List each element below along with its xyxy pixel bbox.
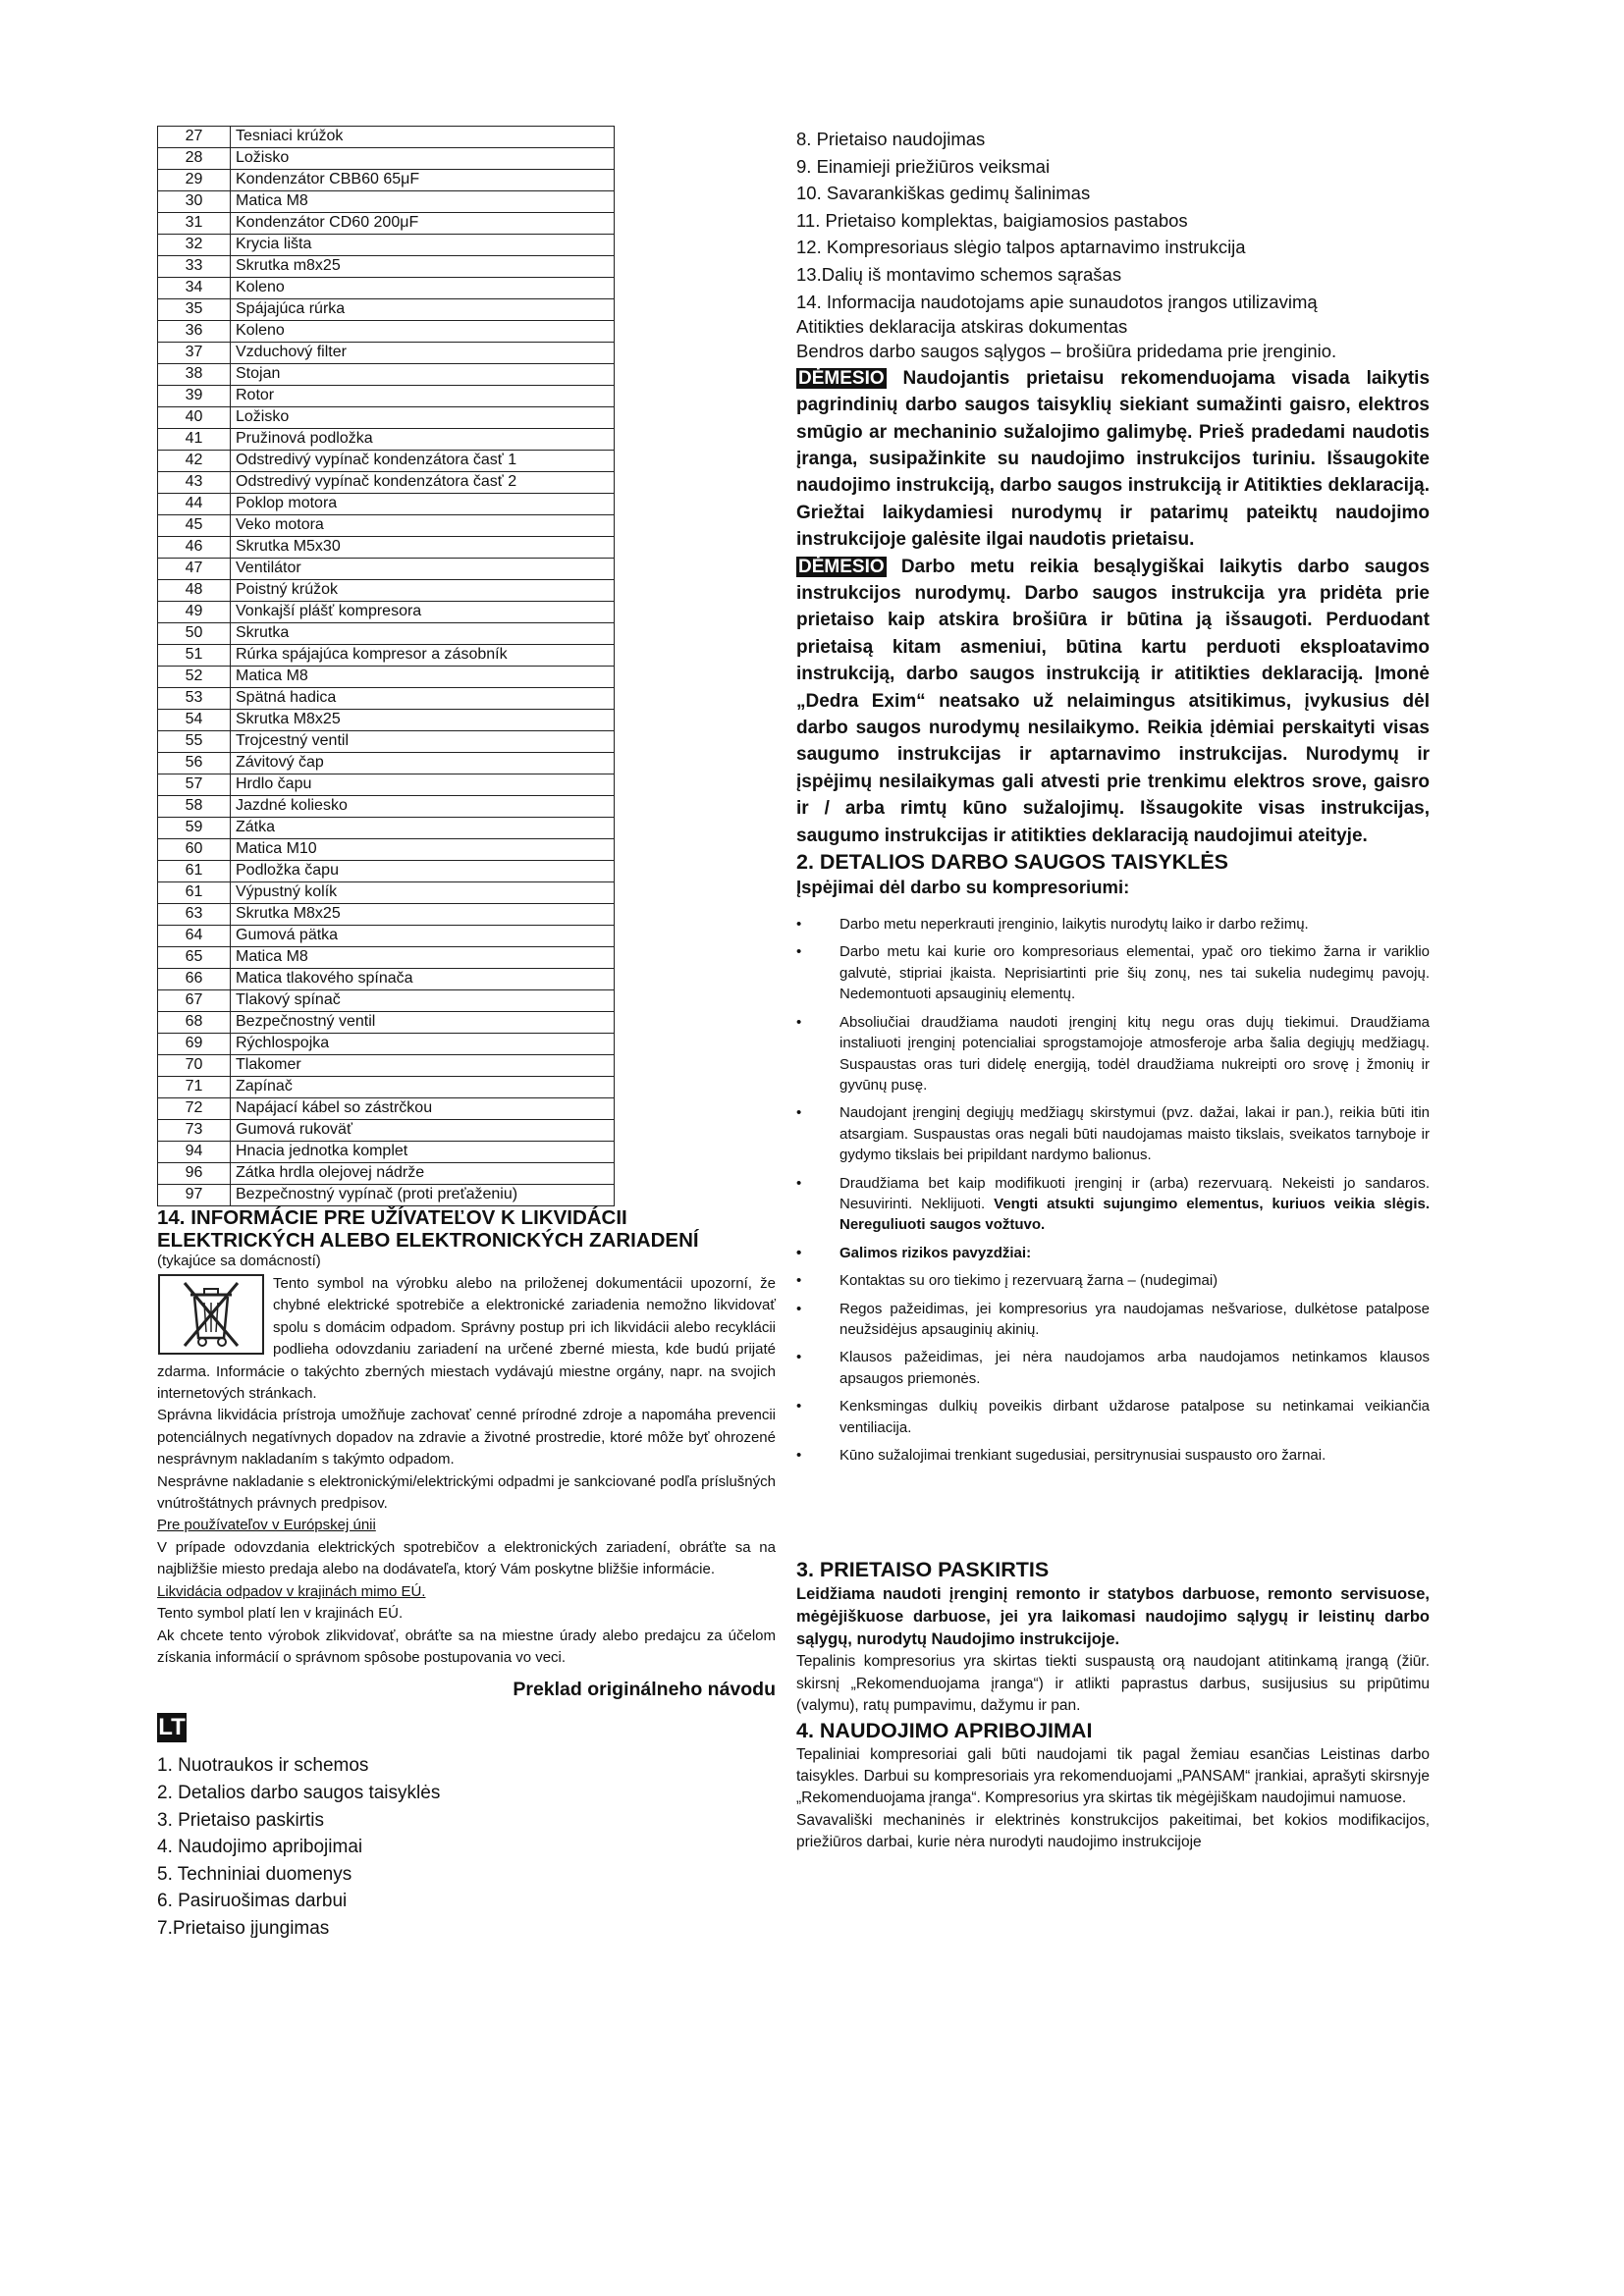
part-number: 29: [158, 170, 231, 191]
part-name: Stojan: [231, 364, 615, 386]
lt-toc-left: [157, 1752, 776, 1942]
lt-sec4-p2: Savavališki mechaninės ir elektrinės konstrukcijos pakeitimai, bet kokios modifikacijos, priežiūros darbai, kurie nėra nurodyti naudojimo instrukcijoje: [796, 1811, 1430, 1851]
parts-table-row: [158, 235, 615, 256]
toc-item: 5. Techniniai duomenys: [157, 1863, 352, 1885]
toc-item: 13.Dalių iš montavimo schemos sąrašas: [796, 263, 1122, 285]
bullet-text: Darbo metu kai kurie oro kompresoriaus elementai, ypač oro tiekimo žarna ir variklio galvutė, stipriai įkaista. Neprisiartinti prie šių zonų, nes tai sukelia nudegimų pavojų. Nedemontuoti apsauginių elementų.: [839, 943, 1430, 1003]
part-number: 54: [158, 710, 231, 731]
parts-table-row: [158, 602, 615, 623]
sk-disposal-text: [157, 1273, 776, 1669]
safety-bullet: [796, 1270, 1430, 1291]
bullet-text: Absoliučiai draudžiama naudoti įrenginį kitų negu oras dujų tiekimui. Draudžiama instaliuoti įrenginį potencialiai sprogstamojoje atmosferoje arba šalia degiųjų medžiagų. Suspaustas oras turi didelę energiją, todėl draudžiama nukreipti oro srovę į žmonių ir gyvūnų pusę.: [839, 1013, 1430, 1094]
part-number: 94: [158, 1142, 231, 1163]
parts-table-row: [158, 731, 615, 753]
part-number: 50: [158, 623, 231, 645]
sk-disposal-subheading: (tykajúce sa domácností): [157, 1253, 321, 1269]
lt-general-line: Bendros darbo saugos sąlygos – brošiūra pridedama prie įrenginio.: [796, 341, 1337, 362]
lt-sec3-text: Tepalinis kompresorius yra skirtas tiekti suspaustą orą naudojant atitinkamą įrangą (žiūr. skirsnį „Rekomenduojama įranga“) ir atlikti paprastus darbus, susijusius su pripūtimu (valymu), ratų pumpavimu, dažymu ir pan.: [796, 1653, 1430, 1715]
part-name: Rúrka spájajúca kompresor a zásobník: [231, 645, 615, 667]
bullet-text: Galimos rizikos pavyzdžiai:: [839, 1244, 1032, 1261]
bullet-text: Kenksmingas dulkių poveikis dirbant uždarose patalpose su netinkamai veikiančia ventiliacija.: [839, 1398, 1430, 1436]
part-name: Matica M10: [231, 839, 615, 861]
parts-table-row: [158, 645, 615, 667]
parts-table-row: [158, 429, 615, 451]
part-number: 58: [158, 796, 231, 818]
part-name: Ventilátor: [231, 559, 615, 580]
parts-table-row: [158, 494, 615, 515]
bullet-text: Draudžiama bet kaip modifikuoti įrenginį ir (arba) rezervuarą. Nekeisti jo sandaros. Nesuvirinti. Neklijuoti.: [839, 1174, 1430, 1212]
part-number: 64: [158, 926, 231, 947]
part-name: Veko motora: [231, 515, 615, 537]
part-number: 32: [158, 235, 231, 256]
sk-p5: Tento symbol platí len v krajinách EÚ.: [157, 1605, 404, 1623]
bullet-bold-text: Vengti atsukti sujungimo elementus, kuriuos veikia slėgis. Nereguliuoti saugos vožtuvo.: [839, 1195, 1430, 1234]
part-name: Tlakový spínač: [231, 990, 615, 1012]
warning-2-text: Darbo metu reikia besąlygiškai laikytis darbo saugos instrukcijos nurodymų. Darbo saugos instrukcija yra pridėta prie prietaiso kaip atskira brošiūra ir būtina ją išsaugoti. Perduodant prietaisą kitam asmeniui, būtina kartu perduoti eksploatavimo instrukciją, darbo saugos instrukciją ir atitikties deklaraciją. Įmonė „Dedra Exim“ neatsako už nelaimingus atsitikimus, įvykusius dėl darbo saugos nurodymų nesilaikymo. Reikia įdėmiai perskaityti visas saugumo instrukcijas ir aptarnavimo instrukcijas. Nurodymų ir įspėjimų nesilaikymas gali atvesti prie trenkimu elektros srove, gaisro ir / arba rimtų kūno sužalojimų. Išsaugokite visas instrukcijas, saugumo instrukcijas ir atitikties deklaraciją naudojimui ateityje.: [796, 556, 1431, 846]
toc-item: 3. Prietaiso paskirtis: [157, 1809, 325, 1831]
part-number: 39: [158, 386, 231, 407]
safety-bullet: [796, 941, 1430, 1004]
part-name: Matica M8: [231, 191, 615, 213]
part-number: 59: [158, 818, 231, 839]
parts-table-row: [158, 1098, 615, 1120]
part-number: 43: [158, 472, 231, 494]
sk-p6: Ak chcete tento výrobok zlikvidovať, obráťte sa na miestne úrady alebo predajcu za účelom získania informácií o správnom spôsobe postupovania vo veci.: [157, 1627, 776, 1666]
sk-p3: Nesprávne nakladanie s elektronickými/elektrickými odpadmi je sankciované podľa príslušných vnútroštátnych právnych predpisov.: [157, 1472, 776, 1513]
bullet-text: Kontaktas su oro tiekimo į rezervuarą žarna – (nudegimai): [839, 1272, 1218, 1290]
lt-toc-right: [796, 126, 1430, 315]
part-name: Matica M8: [231, 947, 615, 969]
safety-bullet: [796, 1396, 1430, 1438]
parts-table-row: [158, 969, 615, 990]
warning-badge: DĖMESIO: [798, 367, 885, 389]
sk-noneu-heading: Likvidácia odpadov v krajinách mimo EÚ.: [157, 1582, 426, 1600]
parts-table-row: [158, 882, 615, 904]
part-name: Odstredivý vypínač kondenzátora časť 2: [231, 472, 615, 494]
toc-item: 4. Naudojimo apribojimai: [157, 1837, 363, 1858]
lt-warning-1: [796, 365, 1430, 554]
part-name: Ložisko: [231, 148, 615, 170]
parts-table-row: [158, 947, 615, 969]
part-name: Tesniaci krúžok: [231, 127, 615, 148]
parts-table-row: [158, 127, 615, 148]
part-name: Kondenzátor CD60 200μF: [231, 213, 615, 235]
parts-table-row: [158, 667, 615, 688]
toc-item: 11. Prietaiso komplektas, baigiamosios pastabos: [796, 209, 1188, 231]
bullet-text: Kūno sužalojimai trenkiant sugedusiai, persitrynusiai suspausto oro žarnai.: [839, 1447, 1326, 1464]
part-number: 60: [158, 839, 231, 861]
safety-bullet: [796, 1445, 1430, 1466]
part-number: 48: [158, 580, 231, 602]
toc-item: 14. Informacija naudotojams apie sunaudotos įrangos utilizavimą: [796, 291, 1318, 312]
part-name: Poistný krúžok: [231, 580, 615, 602]
part-name: Skrutka M5x30: [231, 537, 615, 559]
part-name: Matica tlakového spínača: [231, 969, 615, 990]
part-name: Krycia lišta: [231, 235, 615, 256]
part-name: Ložisko: [231, 407, 615, 429]
parts-table-row: [158, 213, 615, 235]
parts-table-row: [158, 321, 615, 343]
part-name: Hnacia jednotka komplet: [231, 1142, 615, 1163]
part-name: Trojcestný ventil: [231, 731, 615, 753]
lt-sec3-title: 3. PRIETAISO PASKIRTIS: [796, 1558, 1050, 1582]
warning-1-text: Naudojantis prietaisu rekomenduojama visada laikytis pagrindinių darbo saugos taisyklių siekiant sumažinti gaisro, elektros smūgio ar mechaninio sužalojimo galimybę. Prieš pradedami naudotis įranga, susipažinkite su naudojimo instrukcijos turiniu. Išsaugokite naudojimo instrukciją, darbo saugos instrukciją ir Atitikties deklaraciją. Griežtai laikydamiesi nurodymų ir patarimų pateiktų naudojimo instrukcijoje galėsite ilgai naudotis prietaisu.: [796, 367, 1431, 551]
part-number: 68: [158, 1012, 231, 1034]
part-name: Skrutka M8x25: [231, 710, 615, 731]
parts-table-row: [158, 710, 615, 731]
part-number: 61: [158, 861, 231, 882]
parts-table-row: [158, 472, 615, 494]
part-number: 34: [158, 278, 231, 299]
translation-title: Preklad originálneho návodu: [513, 1679, 776, 1701]
parts-table-row: [158, 278, 615, 299]
part-name: Koleno: [231, 321, 615, 343]
warning-badge: DĖMESIO: [798, 556, 885, 577]
toc-item: 10. Savarankiškas gedimų šalinimas: [796, 183, 1091, 204]
sk-disposal-heading: 14. INFORMÁCIE PRE UŽÍVATEĽOV K LIKVIDÁCII ELEKTRICKÝCH ALEBO ELEKTRONICKÝCH ZARIADENÍ: [157, 1206, 699, 1252]
parts-table-row: [158, 904, 615, 926]
sk-p1: Tento symbol na výrobku alebo na priloženej dokumentácii upozorní, že chybné elektrické spotrebiče a elektronické zariadenia nemožno likvidovať spolu s domácim odpadom. Správny postup pri ich likvidácii alebo recyklácii podlieha odovzdaniu zariadení na určené zberné miesta, kde budú prijaté zdarma. Informácie o takýchto zberných miestach vydávajú miestne orgány, napr. na svojich internetových stránkach.: [157, 1275, 776, 1403]
parts-table-row: [158, 537, 615, 559]
part-number: 49: [158, 602, 231, 623]
part-name: Napájací kábel so zástrčkou: [231, 1098, 615, 1120]
part-name: Skrutka: [231, 623, 615, 645]
parts-table-row: [158, 364, 615, 386]
lt-sec2-subtitle: Įspėjimai dėl darbo su kompresoriumi:: [796, 877, 1130, 898]
part-name: Výpustný kolík: [231, 882, 615, 904]
part-number: 56: [158, 753, 231, 774]
toc-item: 2. Detalios darbo saugos taisyklės: [157, 1782, 441, 1803]
part-name: Skrutka M8x25: [231, 904, 615, 926]
part-number: 41: [158, 429, 231, 451]
parts-table-row: [158, 515, 615, 537]
left-column: [157, 126, 776, 1942]
part-name: Tlakomer: [231, 1055, 615, 1077]
sk-eu-heading: Pre používateľov v Európskej únii: [157, 1517, 376, 1534]
toc-item: 7.Prietaiso įjungimas: [157, 1917, 330, 1939]
part-name: Kondenzátor CBB60 65μF: [231, 170, 615, 191]
safety-bullet: [796, 1173, 1430, 1236]
parts-table-row: [158, 861, 615, 882]
part-number: 42: [158, 451, 231, 472]
safety-bullet: [796, 1347, 1430, 1389]
bullet-text: Klausos pažeidimas, jei nėra naudojamos arba naudojamos netinkamos klausos apsaugos priemonės.: [839, 1349, 1430, 1387]
parts-table-row: [158, 990, 615, 1012]
part-number: 38: [158, 364, 231, 386]
part-number: 65: [158, 947, 231, 969]
parts-table-row: [158, 688, 615, 710]
parts-table-row: [158, 559, 615, 580]
parts-table-row: [158, 1055, 615, 1077]
parts-table-row: [158, 451, 615, 472]
part-name: Zátka hrdla olejovej nádrže: [231, 1163, 615, 1185]
part-name: Podložka čapu: [231, 861, 615, 882]
part-number: 63: [158, 904, 231, 926]
part-name: Vonkajší plášť kompresora: [231, 602, 615, 623]
parts-table-row: [158, 926, 615, 947]
parts-table-row: [158, 1142, 615, 1163]
safety-bullet: [796, 1243, 1430, 1263]
part-number: 66: [158, 969, 231, 990]
part-name: Hrdlo čapu: [231, 774, 615, 796]
part-number: 96: [158, 1163, 231, 1185]
parts-table-row: [158, 818, 615, 839]
parts-table-row: [158, 839, 615, 861]
part-name: Gumová rukoväť: [231, 1120, 615, 1142]
parts-table-row: [158, 299, 615, 321]
part-number: 40: [158, 407, 231, 429]
part-name: Odstredivý vypínač kondenzátora časť 1: [231, 451, 615, 472]
safety-bullet: [796, 1012, 1430, 1096]
part-number: 44: [158, 494, 231, 515]
part-number: 52: [158, 667, 231, 688]
part-number: 31: [158, 213, 231, 235]
part-name: Zátka: [231, 818, 615, 839]
part-name: Skrutka m8x25: [231, 256, 615, 278]
part-name: Matica M8: [231, 667, 615, 688]
toc-item: 6. Pasiruošimas darbui: [157, 1891, 348, 1912]
part-number: 33: [158, 256, 231, 278]
lt-sec4-title: 4. NAUDOJIMO APRIBOJIMAI: [796, 1718, 1093, 1742]
part-number: 35: [158, 299, 231, 321]
part-name: Bezpečnostný vypínač (proti preťaženiu): [231, 1185, 615, 1206]
safety-bullet: [796, 914, 1430, 934]
safety-bullet: [796, 1299, 1430, 1341]
part-name: Rýchlospojka: [231, 1034, 615, 1055]
bullet-text: Darbo metu neperkrauti įrenginio, laikytis nurodytų laiko ir darbo režimų.: [839, 916, 1309, 934]
part-name: Zapínač: [231, 1077, 615, 1098]
parts-table-row: [158, 170, 615, 191]
part-number: 57: [158, 774, 231, 796]
parts-table-row: [158, 623, 615, 645]
part-name: Poklop motora: [231, 494, 615, 515]
part-number: 36: [158, 321, 231, 343]
lt-sec2-title: 2. DETALIOS DARBO SAUGOS TAISYKLĖS: [796, 850, 1228, 875]
parts-table-row: [158, 580, 615, 602]
parts-table-row: [158, 1012, 615, 1034]
part-name: Bezpečnostný ventil: [231, 1012, 615, 1034]
toc-item: 9. Einamieji priežiūros veiksmai: [796, 155, 1051, 177]
part-number: 51: [158, 645, 231, 667]
part-number: 72: [158, 1098, 231, 1120]
part-name: Jazdné koliesko: [231, 796, 615, 818]
sk-p2: Správna likvidácia prístroja umožňuje zachovať cenné prírodné zdroje a napomáha prevencii potenciálnych negatívnych dopadov na zdravie a životné prostredie, ktoré môže byť ohrozené nesprávnym nakladaním s takýmto odpadom.: [157, 1407, 776, 1468]
lt-sec3-bold: Leidžiama naudoti įrenginį remonto ir statybos darbuose, remonto servisuose, mėgėjiškuose darbuose, jei yra laikomasi naudojimo sąlygų ir leistinų darbo sąlygų, nurodytų Naudojimo instrukcijoje.: [796, 1585, 1430, 1649]
parts-table-row: [158, 1034, 615, 1055]
parts-table-row: [158, 753, 615, 774]
parts-table-row: [158, 148, 615, 170]
part-number: 55: [158, 731, 231, 753]
weee-crossed-bin-icon: [157, 1273, 265, 1356]
right-column: [796, 126, 1430, 1854]
parts-table-row: [158, 386, 615, 407]
part-number: 30: [158, 191, 231, 213]
parts-table-row: [158, 407, 615, 429]
part-name: Koleno: [231, 278, 615, 299]
parts-table-row: [158, 796, 615, 818]
lt-language-badge: LT: [158, 1714, 186, 1741]
parts-table: [157, 126, 615, 1206]
sk-p4: V prípade odovzdania elektrických spotrebičov a elektronických zariadení, obráťte sa na najbližšie miesto predaja alebo na dodávateľa, ktorý Vám poskytne bližšie informácie.: [157, 1538, 776, 1578]
toc-item: 1. Nuotraukos ir schemos: [157, 1755, 369, 1777]
part-number: 71: [158, 1077, 231, 1098]
lt-sec4-p1: Tepaliniai kompresoriai gali būti naudojami tik pagal žemiau esančias Leistinas darbo taisykles. Darbui su kompresoriais yra rekomenduojami „PANSAM“ įrankiai, aprašyti skirsnyje „Rekomenduojama įranga“. Kompresorius yra skirtas tik mėgėjiškam naudojimui namuose.: [796, 1745, 1430, 1807]
part-number: 53: [158, 688, 231, 710]
lt-warning-2: [796, 554, 1430, 849]
part-number: 97: [158, 1185, 231, 1206]
parts-table-row: [158, 1120, 615, 1142]
part-number: 67: [158, 990, 231, 1012]
parts-table-row: [158, 256, 615, 278]
parts-table-row: [158, 774, 615, 796]
part-number: 61: [158, 882, 231, 904]
part-name: Vzduchový filter: [231, 343, 615, 364]
part-name: Spájajúca rúrka: [231, 299, 615, 321]
lt-safety-bullets: [796, 914, 1430, 1466]
part-number: 37: [158, 343, 231, 364]
parts-table-row: [158, 1077, 615, 1098]
part-number: 47: [158, 559, 231, 580]
part-name: Rotor: [231, 386, 615, 407]
part-name: Spätná hadica: [231, 688, 615, 710]
bullet-text: Naudojant įrenginį degiųjų medžiagų skirstymui (pvz. dažai, lakai ir pan.), reikia būti itin atsargiam. Suspaustas oras negali būti naudojamas maisto tikslais, sveikatos tarnyboje ir gydymo tikslais bei pripildant nardymo balionus.: [839, 1104, 1430, 1164]
part-number: 70: [158, 1055, 231, 1077]
part-number: 45: [158, 515, 231, 537]
part-name: Gumová pätka: [231, 926, 615, 947]
safety-bullet: [796, 1102, 1430, 1165]
toc-item: 12. Kompresoriaus slėgio talpos aptarnavimo instrukcija: [796, 237, 1246, 258]
parts-table-row: [158, 1185, 615, 1206]
toc-item: 8. Prietaiso naudojimas: [796, 129, 986, 149]
part-number: 46: [158, 537, 231, 559]
parts-table-row: [158, 343, 615, 364]
part-number: 69: [158, 1034, 231, 1055]
bullet-text: Regos pažeidimas, jei kompresorius yra naudojamas nešvariose, dulkėtose patalpose neužsidėjus apsauginių akinių.: [839, 1300, 1430, 1338]
parts-table-row: [158, 191, 615, 213]
part-name: Závitový čap: [231, 753, 615, 774]
lt-declaration-line: Atitikties deklaracija atskiras dokumentas: [796, 316, 1128, 338]
part-number: 73: [158, 1120, 231, 1142]
part-number: 28: [158, 148, 231, 170]
part-number: 27: [158, 127, 231, 148]
parts-table-row: [158, 1163, 615, 1185]
part-name: Pružinová podložka: [231, 429, 615, 451]
